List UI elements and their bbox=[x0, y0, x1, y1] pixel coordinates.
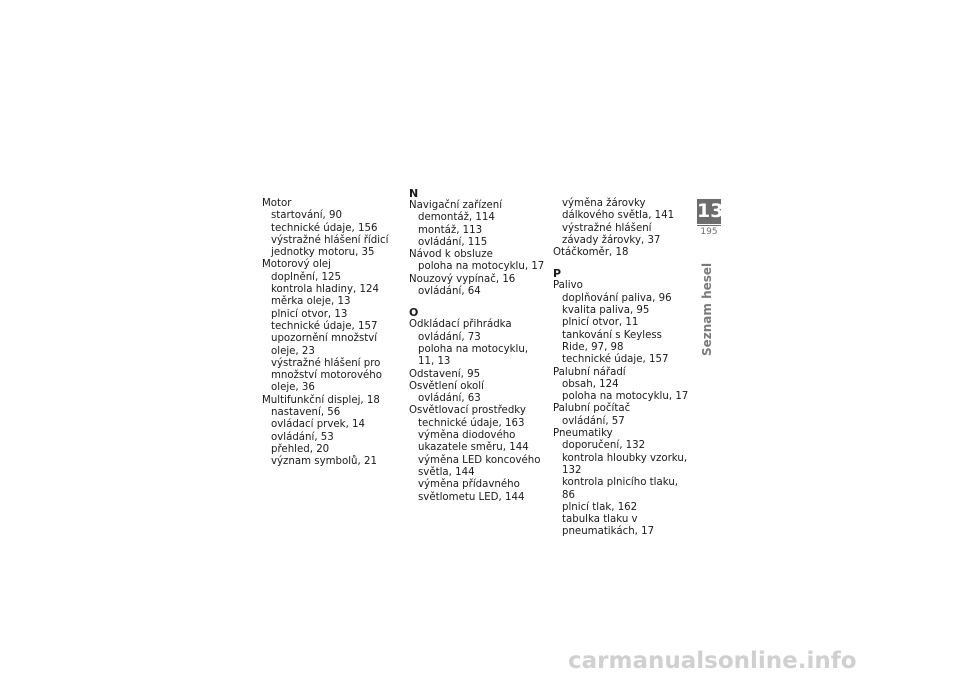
index-subentry: ovládací prvek, 14 bbox=[271, 419, 366, 431]
index-subentry: doplňování paliva, 96 bbox=[562, 292, 672, 304]
index-letter: P bbox=[553, 267, 562, 281]
index-subentry: kontrola hloubky vzorku, 132 bbox=[562, 452, 688, 476]
index-subentry: plnicí otvor, 11 bbox=[562, 317, 639, 329]
index-entry: Osvětlovací prostředky bbox=[409, 405, 526, 417]
index-subentry: ovládání, 53 bbox=[271, 431, 334, 443]
index-column-1 bbox=[262, 198, 398, 469]
index-entry: Nouzový vypínač, 16 bbox=[409, 273, 516, 285]
index-subentry: význam symbolů, 21 bbox=[271, 456, 377, 468]
index-subentry: poloha na motocyklu, 17 bbox=[562, 391, 689, 403]
index-letter: O bbox=[409, 306, 419, 320]
index-subentry: výstražné hlášení pro množství motorového oleje, 36 bbox=[271, 357, 382, 394]
index-subentry: výměna LED koncového světla, 144 bbox=[418, 454, 541, 478]
index-entry: Palubní nářadí bbox=[553, 366, 626, 378]
index-entry: Palubní počítač bbox=[553, 403, 631, 415]
chapter-number: 13 bbox=[697, 200, 724, 222]
index-subentry: tankování s Keyless Ride, 97, 98 bbox=[562, 329, 662, 353]
index-subentry: ovládání, 63 bbox=[418, 393, 481, 405]
index-subentry: poloha na motocyklu, 17 bbox=[418, 261, 545, 273]
watermark: carmanualsonline.info bbox=[568, 648, 857, 674]
index-entry: Motorový olej bbox=[262, 259, 331, 271]
index-subentry: upozornění množství oleje, 23 bbox=[271, 333, 378, 357]
index-subentry: startování, 90 bbox=[271, 210, 342, 222]
index-subentry: obsah, 124 bbox=[562, 378, 619, 390]
index-entry: Multifunkční displej, 18 bbox=[262, 394, 380, 406]
index-letter: N bbox=[409, 187, 419, 200]
index-subentry: doporučení, 132 bbox=[562, 440, 646, 452]
index-subentry: technické údaje, 157 bbox=[562, 354, 669, 366]
chapter-title: Seznam hesel bbox=[700, 262, 714, 356]
index-subentry: kontrola hladiny, 124 bbox=[271, 284, 379, 296]
index-subentry: přehled, 20 bbox=[271, 443, 330, 455]
index-subentry: technické údaje, 163 bbox=[418, 417, 525, 429]
index-entry: Odstavení, 95 bbox=[409, 368, 481, 380]
index-subentry: nastavení, 56 bbox=[271, 407, 341, 419]
index-subentry: kontrola plnicího tlaku, 86 bbox=[562, 477, 679, 501]
index-column-3 bbox=[553, 198, 689, 539]
index-subentry: technické údaje, 157 bbox=[271, 320, 378, 332]
index-subentry: plnicí otvor, 13 bbox=[271, 308, 348, 320]
index-subentry: plnicí tlak, 162 bbox=[562, 501, 638, 513]
index-subentry: technické údaje, 156 bbox=[271, 222, 378, 234]
index-subentry: ovládání, 73 bbox=[418, 331, 481, 343]
index-column-2 bbox=[409, 188, 545, 504]
index-entry: Palivo bbox=[553, 280, 583, 292]
index-subentry: ovládání, 57 bbox=[562, 415, 625, 427]
page-number: 195 bbox=[700, 227, 718, 237]
index-entry: Pneumatiky bbox=[553, 428, 613, 440]
index-entry: Navigační zařízení bbox=[409, 200, 503, 211]
index-subentry: montáž, 113 bbox=[418, 224, 483, 236]
index-subentry: měrka oleje, 13 bbox=[271, 296, 351, 308]
index-subentry: ovládání, 64 bbox=[418, 286, 481, 298]
index-subentry: výměna diodového ukazatele směru, 144 bbox=[418, 430, 529, 454]
index-subentry: výstražné hlášení řídicí jednotky motoru, 35 bbox=[271, 234, 389, 259]
index-entry: Osvětlení okolí bbox=[409, 380, 484, 392]
index-subentry: kvalita paliva, 95 bbox=[562, 305, 650, 317]
index-subentry: výměna přídavného světlometu LED, 144 bbox=[418, 479, 525, 503]
index-subentry: demontáž, 114 bbox=[418, 212, 495, 224]
index-subentry: ovládání, 115 bbox=[418, 236, 488, 248]
index-subentry: tabulka tlaku v pneumatikách, 17 bbox=[562, 514, 655, 538]
index-subentry: výstražné hlášení závady žárovky, 37 bbox=[562, 222, 661, 246]
index-subentry: doplnění, 125 bbox=[271, 271, 341, 283]
index-entry: Návod k obsluze bbox=[409, 249, 493, 261]
index-entry: Odkládací přihrádka bbox=[409, 319, 512, 331]
index-entry: Motor bbox=[262, 198, 292, 209]
index-subentry: výměna žárovky dálkového světla, 141 bbox=[562, 198, 675, 222]
index-entry: Otáčkoměr, 18 bbox=[553, 247, 629, 259]
index-subentry: poloha na motocyklu, 11, 13 bbox=[418, 343, 529, 368]
